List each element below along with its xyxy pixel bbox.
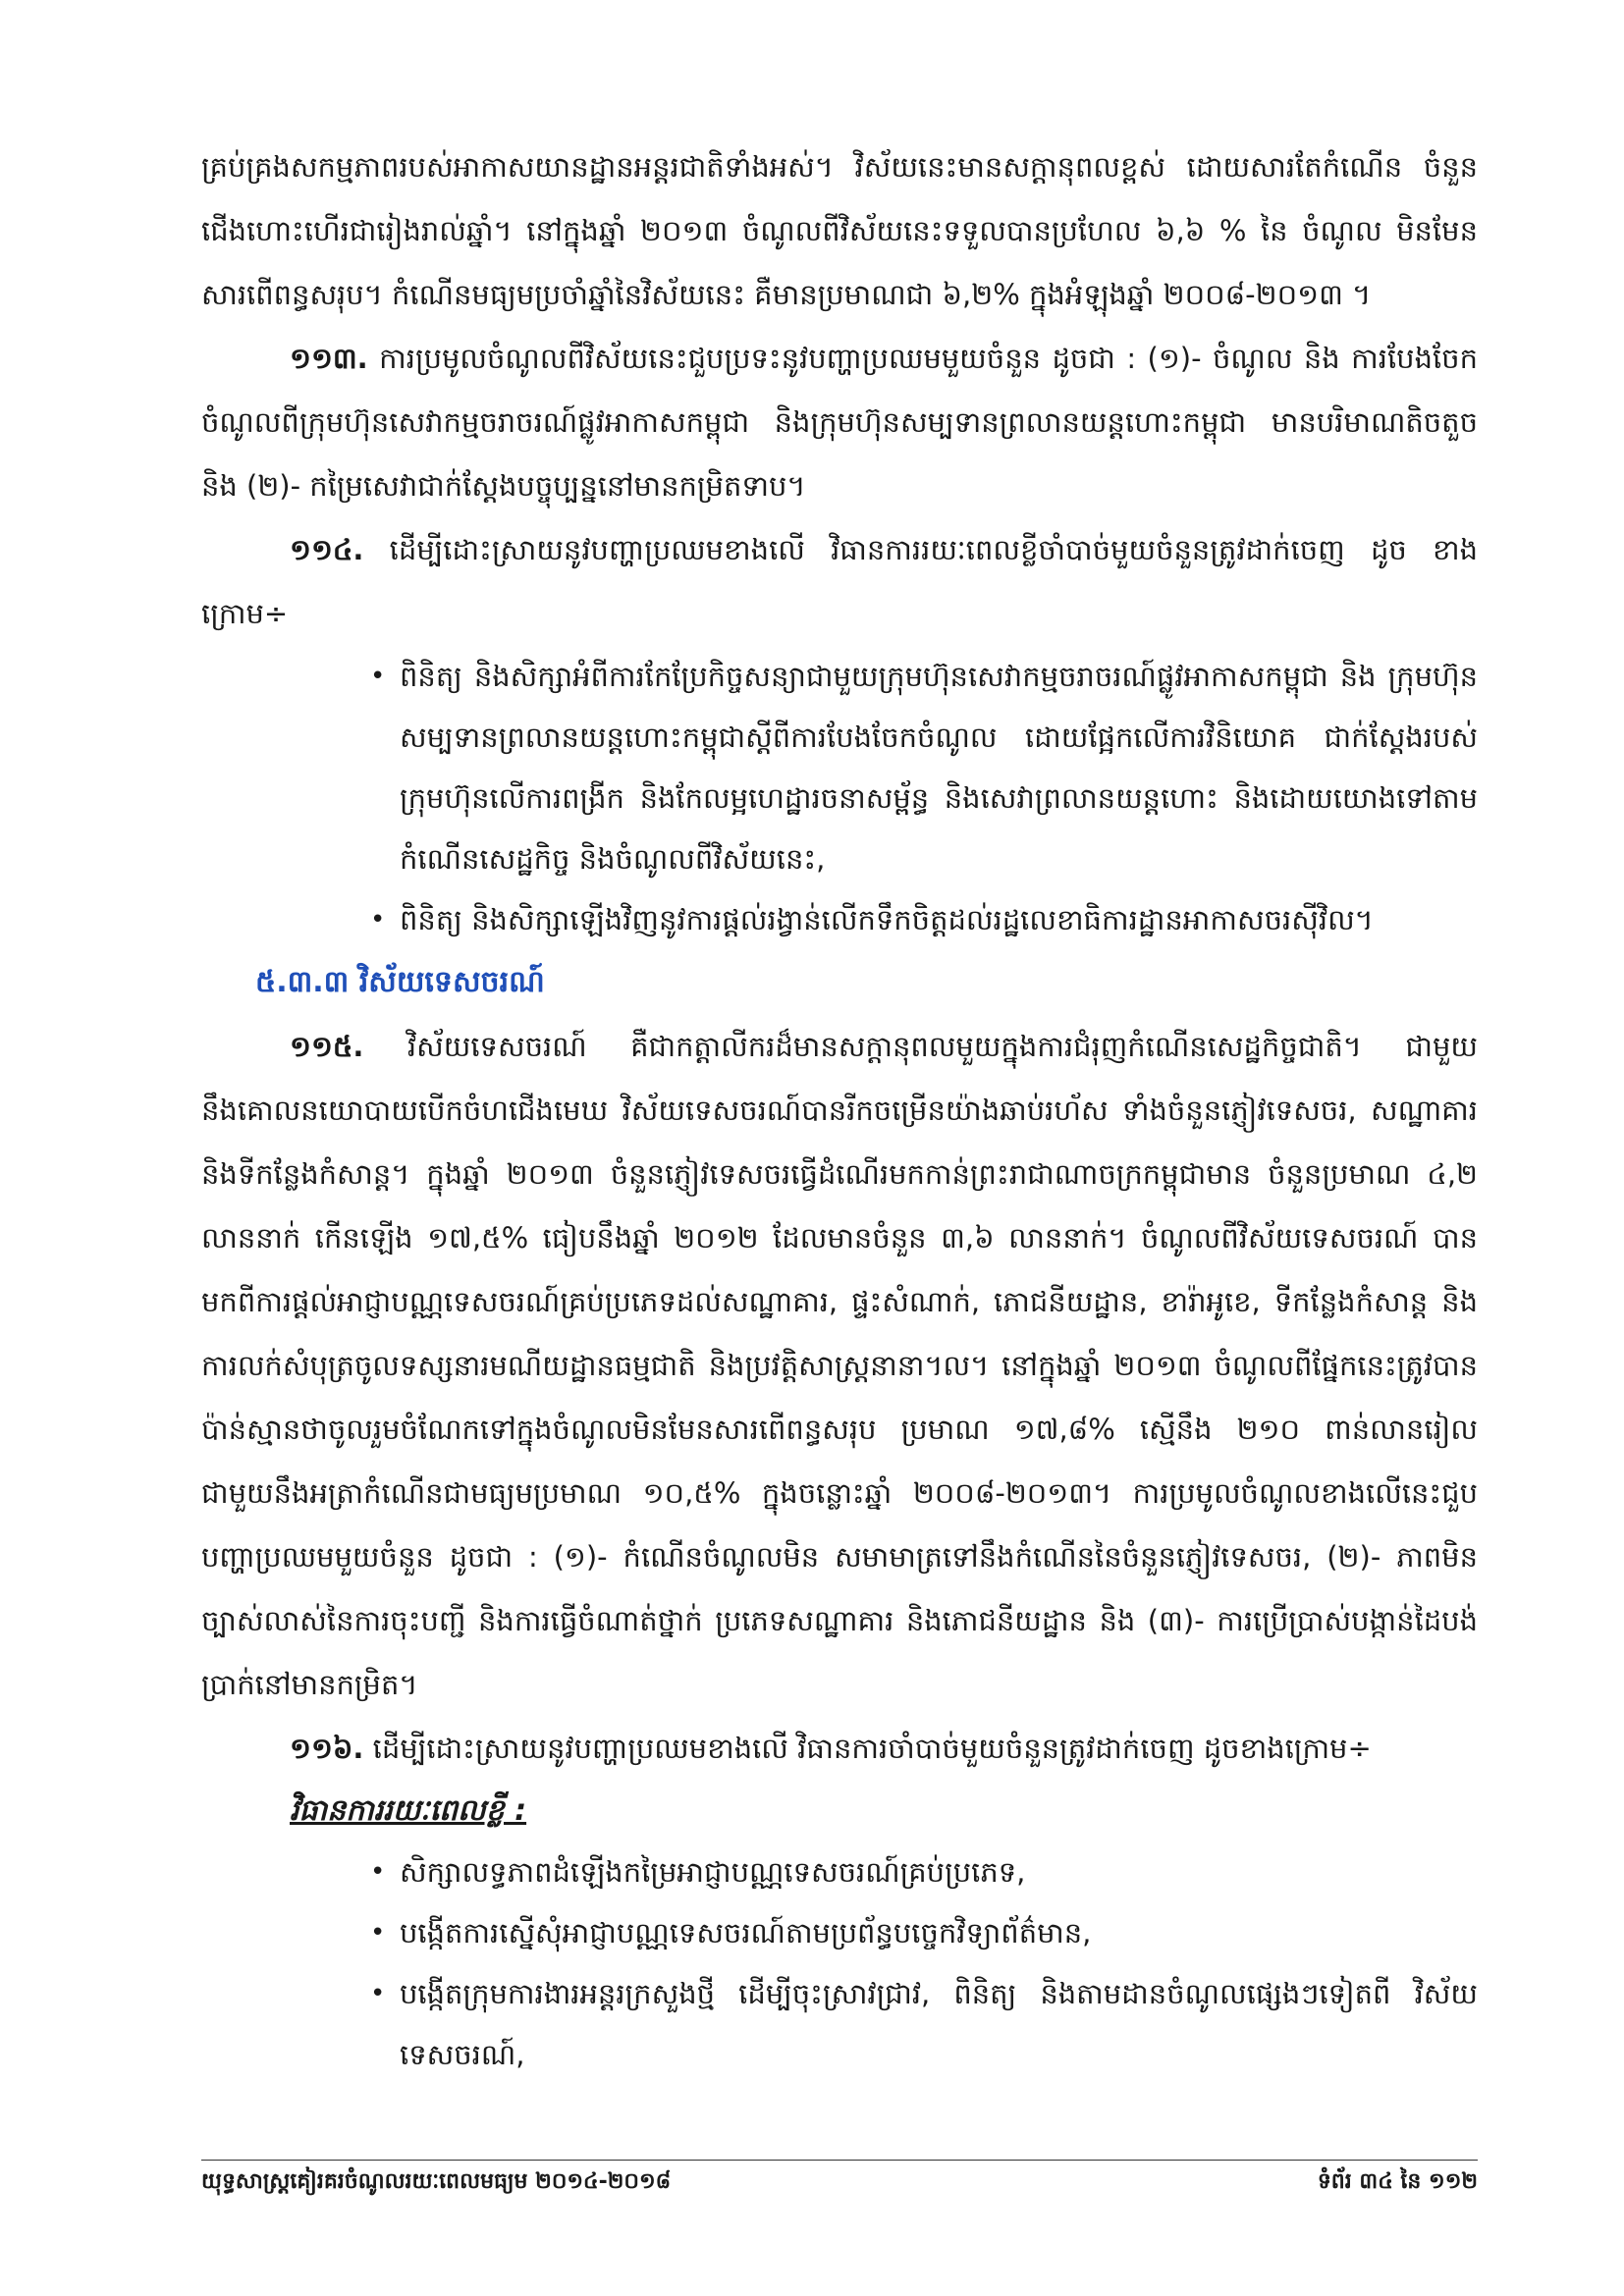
paragraph-number: ១១៤. — [290, 533, 364, 566]
list-item: • បង្កើតការស្នើសុំអាជ្ញាបណ្ណទេសចរណ៍តាមប្រព័ន្ធបច្ចេកវិទ្យាព័ត៌មាន, — [370, 1902, 1478, 1963]
paragraph-number: ១១៥. — [290, 1030, 364, 1063]
paragraph-text: ដើម្បីដោះស្រាយនូវបញ្ហាប្រឈមខាងលើ វិធានការរយៈពេលខ្លីចាំបាច់មួយចំនួនត្រូវដាក់ចេញ ដូច ខាងក្រោម÷ — [201, 533, 1478, 630]
footer-divider — [201, 2160, 1478, 2161]
paragraph-113 — [201, 327, 1478, 518]
bullet-icon: • — [370, 1979, 386, 2008]
bullet-list-116 — [201, 1842, 1478, 2085]
list-item: • បង្កើតក្រុមការងារអន្តរក្រសួងថ្មី ដើម្បីចុះស្រាវជ្រាវ, ពិនិត្យ និងតាមដានចំណូលផ្សេងៗទៀតពី វិស័យទេសចរណ៍, — [370, 1963, 1478, 2085]
bullet-icon: • — [370, 662, 386, 691]
paragraph-text: ការប្រមូលចំណូលពីវិស័យនេះជួបប្រទះនូវបញ្ហាប្រឈមមួយចំនួន ដូចជា : (១)- ចំណូល និង ការបែងចែកចំណូលពីក្រុមហ៊ុនសេវាកម្មចរាចរណ៍ផ្លូវអាកាសកម្ពុជា និងក្រុមហ៊ុនសម្បទានព្រលានយន្តហោះកម្ពុជា មានបរិមាណតិចតួច និង (២)- កម្រៃសេវាជាក់ស្តែងបច្ចុប្បន្ននៅមានកម្រិតទាប។ — [201, 342, 1478, 503]
page-footer — [201, 2167, 1478, 2199]
paragraph-114 — [201, 518, 1478, 646]
section-heading: ៥.៣.៣ វិស័យទេសចរណ៍ — [255, 965, 545, 999]
footer-title: យុទ្ធសាស្ត្រគៀរគរចំណូលរយៈពេលមធ្យម ២០១៤-២០១៨ — [201, 2169, 672, 2194]
bullet-icon: • — [370, 1918, 386, 1948]
paragraph-text: វិស័យទេសចរណ៍ គឺជាកត្តាលីករដ៏មានសក្តានុពលមួយក្នុងការជំរុញកំណើនសេដ្ឋកិច្ចជាតិ។ ជាមួយ នឹងគោលនយោបាយបើកចំហជើងមេឃ វិស័យទេសចរណ៍បានរីកចម្រើនយ៉ាងឆាប់រហ័ស ទាំងចំនួនភ្ញៀវទេសចរ, សណ្ឋាគារ និងទីកន្លែងកំសាន្ត។ ក្នុងឆ្នាំ ២០១៣ ចំនួនភ្ញៀវទេសចរធ្វើដំណើរមកកាន់ព្រះរាជាណាចក្រកម្ពុជាមាន ចំនួនប្រមាណ ៤,២ លាននាក់ កើនឡើង ១៧,៥% ធៀបនឹងឆ្នាំ ២០១២ ដែលមានចំនួន ៣,៦ លាននាក់។ ចំណូលពីវិស័យទេសចរណ៍ បានមកពីការផ្តល់អាជ្ញាបណ្ណទេសចរណ៍គ្រប់ប្រភេទដល់សណ្ឋាគារ, ផ្ទះសំណាក់, ភោជនីយដ្ឋាន, ខារ៉ាអូខេ, ទីកន្លែងកំសាន្ត និងការលក់សំបុត្រចូលទស្សនារមណីយដ្ឋានធម្មជាតិ និងប្រវត្តិសាស្ត្រនានា។ល។ នៅក្នុងឆ្នាំ ២០១៣ ចំណូលពីផ្នែកនេះត្រូវបានប៉ាន់ស្មានថាចូលរួមចំណែកទៅក្នុងចំណូលមិនមែនសារពើពន្ធសរុប ប្រមាណ ១៧,៨% ស្មើនឹង ២១០ ពាន់លានរៀល ជាមួយនឹងអត្រាកំណើនជាមធ្យមប្រមាណ ១០,៥% ក្នុងចន្លោះឆ្នាំ ២០០៨-២០១៣។ ការប្រមូលចំណូលខាងលើនេះជួបបញ្ហាប្រឈមមួយចំនួន ដូចជា : (១)- កំណើនចំណូលមិន សមាមាត្រទៅនឹងកំណើននៃចំនួនភ្ញៀវទេសចរ, (២)- ភាពមិនច្បាស់លាស់នៃការចុះបញ្ជី និងការធ្វើចំណាត់ថ្នាក់ ប្រភេទសណ្ឋាគារ និងភោជនីយដ្ឋាន និង (៣)- ការប្រើប្រាស់បង្កាន់ដៃបង់ប្រាក់នៅមានកម្រិត។ — [201, 1030, 1478, 1701]
short-term-heading: វិធានការរយៈពេលខ្លី : — [290, 1793, 527, 1828]
list-item: • សិក្សាលទ្ធភាពដំឡើងកម្រៃអាជ្ញាបណ្ណទេសចរណ៍គ្រប់ប្រភេទ, — [370, 1842, 1478, 1902]
bullet-list-114 — [201, 646, 1478, 950]
page-body — [201, 135, 1478, 2085]
paragraph-115 — [201, 1015, 1478, 1717]
page-number: ទំព័រ ៣៤ នៃ ១១២ — [1317, 2169, 1478, 2194]
list-item: • ពិនិត្យ និងសិក្សាអំពីការកែប្រែកិច្ចសន្យាជាមួយក្រុមហ៊ុនសេវាកម្មចរាចរណ៍ផ្លូវអាកាសកម្ពុជា និង ក្រុមហ៊ុនសម្បទានព្រលានយន្តហោះកម្ពុជាស្តីពីការបែងចែកចំណូល ដោយផ្អែកលើការវិនិយោគ ជាក់ស្តែងរបស់ក្រុមហ៊ុនលើការពង្រីក និងកែលម្អហេដ្ឋារចនាសម្ព័ន្ធ និងសេវាព្រលានយន្តហោះ និងដោយយោងទៅតាមកំណើនសេដ្ឋកិច្ច និងចំណូលពីវិស័យនេះ, — [370, 646, 1478, 889]
paragraph-116 — [201, 1717, 1478, 1781]
bullet-icon: • — [370, 1857, 386, 1887]
paragraph-number: ១១៦. — [290, 1732, 364, 1765]
paragraph-number: ១១៣. — [290, 342, 368, 375]
bullet-icon: • — [370, 905, 386, 934]
list-item: • ពិនិត្យ និងសិក្សាឡើងវិញនូវការផ្តល់រង្វាន់លើកទឹកចិត្តដល់រដ្ឋលេខាធិការដ្ឋានអាកាសចរស៊ីវិល។ — [370, 889, 1478, 950]
paragraph-text: ដើម្បីដោះស្រាយនូវបញ្ហាប្រឈមខាងលើ វិធានការចាំបាច់មួយចំនួនត្រូវដាក់ចេញ ដូចខាងក្រោម÷ — [363, 1732, 1372, 1765]
intro-paragraph: គ្រប់គ្រងសកម្មភាពរបស់អាកាសយានដ្ឋានអន្តរជាតិទាំងអស់។ វិស័យនេះមានសក្តានុពលខ្ពស់ ដោយសារតែកំណើន ចំនួនជើងហោះហើរជារៀងរាល់ឆ្នាំ។ នៅក្នុងឆ្នាំ ២០១៣ ចំណូលពីវិស័យនេះទទួលបានប្រហែល ៦,៦ % នៃ ចំណូល មិនមែនសារពើពន្ធសរុប។ កំណើនមធ្យមប្រចាំឆ្នាំនៃវិស័យនេះ គឺមានប្រមាណជា ៦,២% ក្នុងអំឡុងឆ្នាំ ២០០៨-២០១៣ ។ — [201, 150, 1478, 311]
